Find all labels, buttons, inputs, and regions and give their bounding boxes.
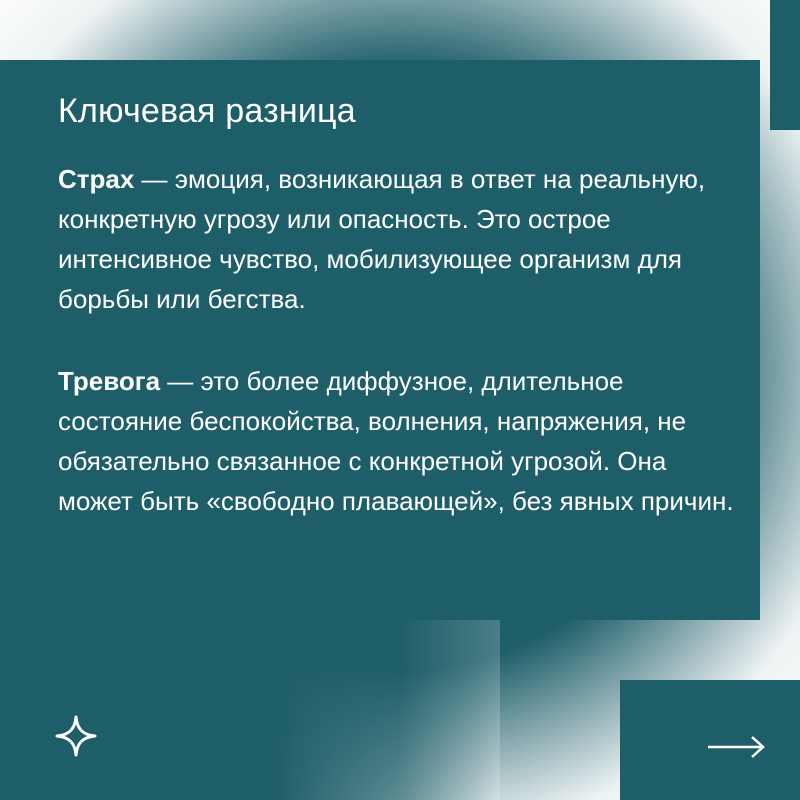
slide-title: Ключевая разница bbox=[58, 92, 356, 130]
fear-paragraph bbox=[58, 159, 748, 319]
arrow-right-icon[interactable] bbox=[706, 732, 766, 762]
anxiety-paragraph bbox=[58, 361, 748, 521]
anxiety-term: Тревога bbox=[58, 366, 161, 396]
background-accent-top-right bbox=[770, 0, 800, 130]
sparkle-icon bbox=[54, 714, 98, 758]
background-accent-bottom-left bbox=[0, 620, 500, 800]
fear-term: Страх bbox=[58, 164, 135, 194]
anxiety-definition: — это более диффузное, длительное состояние беспокойства, волнения, напряжения, не обязательно связанное с конкретной угрозой. Она может быть «свободно плавающей», без явных причин. bbox=[58, 366, 734, 516]
slide-content bbox=[58, 92, 748, 563]
fear-definition: — эмоция, возникающая в ответ на реальную, конкретную угрозу или опасность. Это острое интенсивное чувство, мобилизующее организм для борьбы или бегства. bbox=[58, 164, 706, 314]
